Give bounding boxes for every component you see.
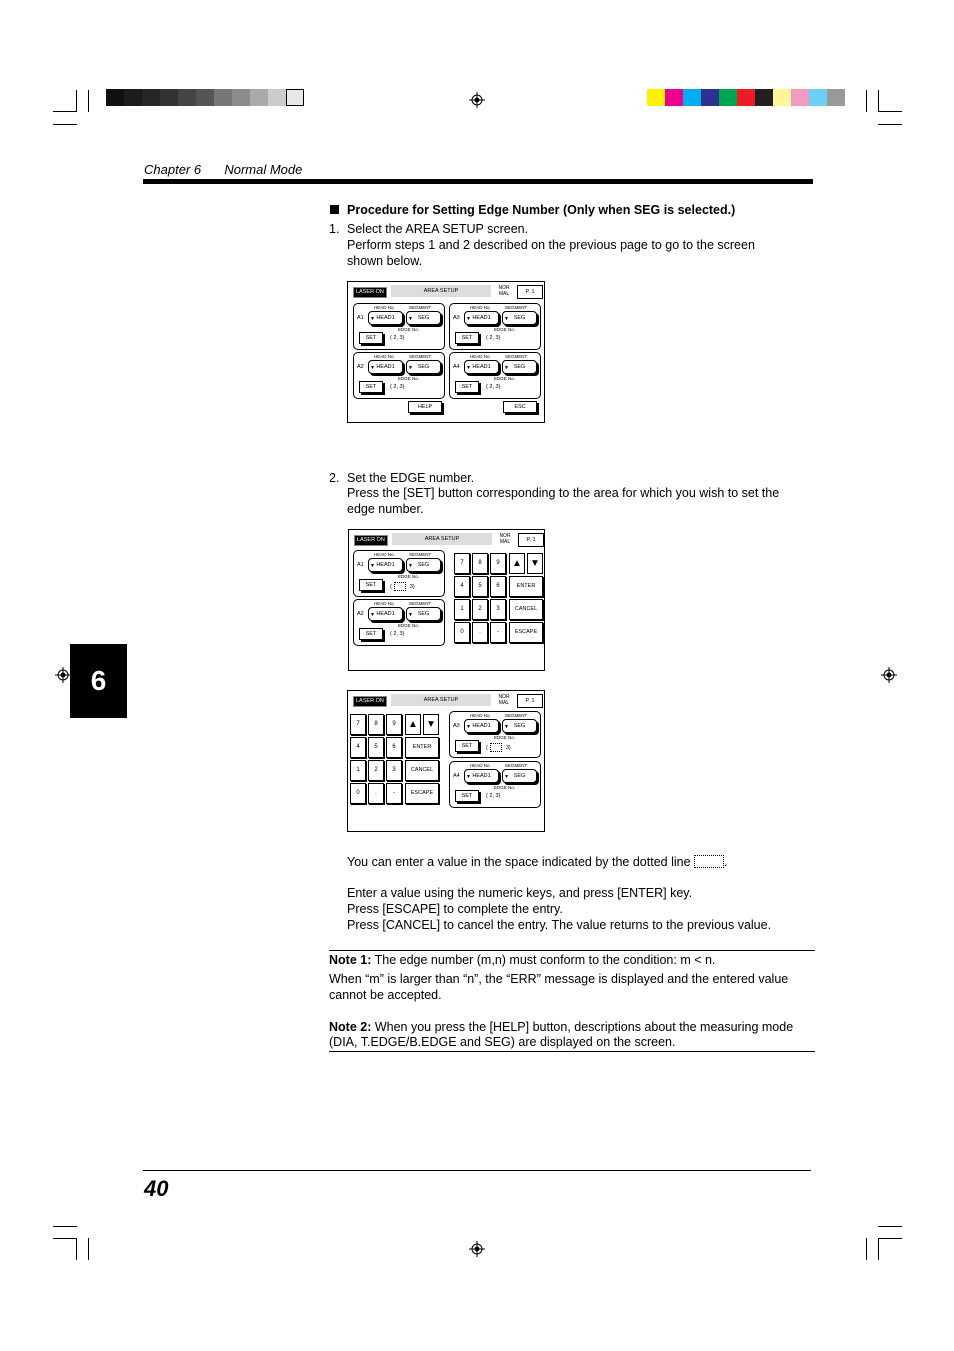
dotted-line-explanation: You can enter a value in the space indicated by the dotted line . [347,855,728,869]
dotted-line-sample [694,855,724,868]
screen-title-bar [352,533,541,546]
instruction-text: Enter a value using the numeric keys, and press [ENTER] key. [347,886,693,900]
edge-dotted-entry[interactable] [394,582,406,591]
arrow-up-button[interactable] [405,714,421,735]
note-2-text: (DIA, T.EDGE/B.EDGE and SEG) are displayed on the screen. [329,1035,676,1049]
color-swatch [773,89,791,106]
triangle-down-icon: ▼ [504,774,509,780]
numeric-key[interactable]: 8 [368,714,384,735]
area-label: A4 [453,773,460,779]
step-text: Press the [SET] button corresponding to the area for which you wish to set the [347,486,780,500]
triangle-down-icon: ▼ [466,724,471,730]
area-label: A2 [357,364,364,370]
set-button[interactable]: SET [455,790,479,802]
registration-mark-icon [881,667,897,683]
note-1-text: cannot be accepted. [329,988,442,1002]
gray-swatch [106,89,124,106]
area-panel [353,550,445,597]
triangle-up-icon: ▲ [512,557,522,569]
segment-select-button[interactable]: SEG ▼ [502,311,537,325]
edge-number-value: ( 2, 3) [486,384,501,390]
set-button[interactable]: SET [455,332,479,344]
numeric-key[interactable]: . [472,622,488,643]
numeric-key[interactable]: 0 [454,622,470,643]
numeric-key[interactable]: 2 [472,599,488,620]
edge-number-value [486,743,511,752]
head-no-label: HEAD No. [374,305,395,310]
mode-indicator: NOR MAL [499,533,511,545]
step-text: Perform steps 1 and 2 described on the previous page to go to the screen [347,238,755,252]
set-button[interactable]: SET [359,628,383,640]
head-select-button[interactable]: HEAD1 ▼ [464,360,499,374]
triangle-down-icon: ▼ [504,365,509,371]
edge-number-value: ( 2, 3) [390,631,405,637]
edge-open: ( [390,583,392,590]
edge-no-label: EDGE No. [398,574,420,579]
gray-swatch [196,89,214,106]
edge-number-value: ( 2, 3) [390,335,405,341]
segment-label: SEGMENT [505,354,528,359]
gray-swatch [124,89,142,106]
color-swatch [809,89,827,106]
head-no-label: HEAD No. [470,354,491,359]
color-swatch [665,89,683,106]
screen-title: AREA SETUP [391,285,491,297]
area-label: A4 [453,364,460,370]
numeric-key[interactable]: 0 [350,783,366,804]
step-text: shown below. [347,254,423,268]
area-label: A3 [453,315,460,321]
head-no-label: HEAD No. [470,713,491,718]
numeric-key[interactable]: 4 [454,576,470,597]
laser-on-indicator: LASER ON [353,287,387,298]
gray-swatch [268,89,286,106]
step-text: Select the AREA SETUP screen. [347,222,529,236]
step-number: 2. [329,471,340,485]
segment-select-button[interactable]: SEG ▼ [406,360,441,374]
screen-title: AREA SETUP [391,694,491,706]
escape-button[interactable]: ESCAPE [509,622,543,643]
chapter-tab: 6 [70,644,127,718]
enter-button[interactable]: ENTER [509,576,543,597]
set-button[interactable]: SET [359,332,383,344]
segment-label: SEGMENT [409,552,432,557]
mode-indicator: NOR MAL [498,285,510,297]
triangle-down-icon: ▼ [370,563,375,569]
escape-button[interactable]: ESCAPE [405,783,439,804]
area-panel [353,303,445,350]
registration-mark-icon [469,1241,485,1257]
edge-no-label: EDGE No. [494,376,516,381]
edge-no-label: EDGE No. [494,735,516,740]
numeric-key[interactable]: 2 [368,760,384,781]
area-label: A2 [357,611,364,617]
edge-number-value: ( 2, 3) [486,793,501,799]
page-indicator: P. 1 [517,694,543,708]
numeric-key[interactable]: 6 [490,576,506,597]
segment-select-button[interactable]: SEG ▼ [406,558,441,572]
note-bottom-rule [329,1051,815,1052]
edge-no-label: EDGE No. [398,327,420,332]
head-select-button[interactable]: HEAD1 ▼ [464,311,499,325]
numeric-key[interactable]: 6 [386,737,402,758]
head-no-label: HEAD No. [470,305,491,310]
set-button[interactable]: SET [455,740,479,752]
area-panel [449,711,541,758]
numeric-key[interactable]: 8 [472,553,488,574]
area-panel [449,761,541,808]
triangle-down-icon: ▼ [466,774,471,780]
note-1: Note 1: The edge number (m,n) must conform to the condition: m < n. [329,953,716,967]
gray-swatch [286,89,304,106]
arrow-down-button[interactable] [527,553,543,574]
edge-open: ( [486,744,488,751]
screen-title: AREA SETUP [392,533,492,545]
color-swatch [827,89,845,106]
step-text: Set the EDGE number. [347,471,475,485]
numeric-key[interactable]: 1 [454,599,470,620]
triangle-down-icon: ▼ [408,365,413,371]
area-label: A3 [453,723,460,729]
edge-number-value: ( 2, 3) [390,384,405,390]
triangle-down-icon: ▼ [370,316,375,322]
segment-select-button[interactable]: SEG ▼ [406,607,441,621]
numeric-key[interactable]: 9 [386,714,402,735]
segment-select-button[interactable]: SEG ▼ [502,769,537,783]
edge-dotted-entry[interactable] [490,743,502,752]
mode-indicator: NOR MAL [498,694,510,706]
arrow-up-button[interactable] [509,553,525,574]
arrow-down-button[interactable] [423,714,439,735]
edge-close: 3) [505,744,511,751]
gray-swatch [250,89,268,106]
triangle-up-icon: ▲ [408,718,418,730]
running-header [144,162,302,177]
color-swatch [683,89,701,106]
set-button[interactable]: SET [359,381,383,393]
numeric-key[interactable]: - [386,783,402,804]
cancel-button[interactable]: CANCEL [405,760,439,781]
esc-button[interactable]: ESC [503,401,537,413]
head-no-label: HEAD No. [374,354,395,359]
triangle-down-icon: ▼ [408,563,413,569]
page-indicator: P. 1 [518,533,544,547]
triangle-down-icon: ▼ [426,718,436,730]
area-setup-screen [347,281,545,423]
header-rule [143,179,813,184]
area-label: A1 [357,315,364,321]
step-text: edge number. [347,502,424,516]
numeric-key[interactable]: 4 [350,737,366,758]
area-panel [353,352,445,399]
head-select-button[interactable]: HEAD1 ▼ [368,311,403,325]
segment-label: SEGMENT [409,354,432,359]
triangle-down-icon: ▼ [370,612,375,618]
color-swatch [737,89,755,106]
numeric-keypad [453,552,543,647]
triangle-down-icon: ▼ [504,316,509,322]
screen-title-bar [351,694,541,707]
edge-no-label: EDGE No. [398,376,420,381]
area-panel [449,303,541,350]
step-number: 1. [329,222,340,236]
registration-mark-icon [55,667,71,683]
edge-no-label: EDGE No. [494,785,516,790]
laser-on-indicator: LASER ON [353,696,387,707]
triangle-down-icon: ▼ [466,365,471,371]
segment-label: SEGMENT [505,305,528,310]
segment-label: SEGMENT [505,763,528,768]
numeric-key[interactable]: - [490,622,506,643]
enter-button[interactable]: ENTER [405,737,439,758]
head-no-label: HEAD No. [374,601,395,606]
area-setup-keypad-screen-right [348,529,545,671]
head-select-button[interactable]: HEAD1 ▼ [368,558,403,572]
head-select-button[interactable]: HEAD1 ▼ [368,360,403,374]
segment-select-button[interactable]: SEG ▼ [502,719,537,733]
instruction-text: Press [ESCAPE] to complete the entry. [347,902,563,916]
numeric-key[interactable]: . [368,783,384,804]
head-select-button[interactable]: HEAD1 ▼ [368,607,403,621]
area-label: A1 [357,562,364,568]
numeric-keypad [349,713,441,808]
segment-label: SEGMENT [409,601,432,606]
instruction-text: Press [CANCEL] to cancel the entry. The value returns to the previous value. [347,918,772,932]
note-top-rule [329,950,815,951]
procedure-title: Procedure for Setting Edge Number (Only when SEG is selected.) [347,203,736,217]
numeric-key[interactable]: 9 [490,553,506,574]
head-no-label: HEAD No. [470,763,491,768]
numeric-key[interactable]: 7 [350,714,366,735]
numeric-key[interactable]: 3 [386,760,402,781]
color-swatch [791,89,809,106]
triangle-down-icon: ▼ [408,612,413,618]
segment-label: SEGMENT [409,305,432,310]
color-swatch [701,89,719,106]
section-label: Normal Mode [224,162,303,177]
edge-no-label: EDGE No. [494,327,516,332]
segment-label: SEGMENT [505,713,528,718]
numeric-key[interactable]: 1 [350,760,366,781]
laser-on-indicator: LASER ON [354,535,388,546]
edge-close: 3) [409,583,415,590]
color-swatch [719,89,737,106]
triangle-down-icon: ▼ [466,316,471,322]
screen-title-bar [351,285,541,298]
triangle-down-icon: ▼ [530,557,540,569]
gray-swatch [214,89,232,106]
numeric-key[interactable]: 3 [490,599,506,620]
segment-select-button[interactable]: SEG ▼ [502,360,537,374]
chapter-label: Chapter 6 [144,162,202,177]
head-select-button[interactable]: HEAD1 ▼ [464,769,499,783]
note-2: Note 2: When you press the [HELP] button, descriptions about the measuring mode [329,1020,794,1034]
color-swatch [647,89,665,106]
color-swatch [755,89,773,106]
triangle-down-icon: ▼ [408,316,413,322]
set-button[interactable]: SET [359,579,383,591]
area-setup-keypad-screen-left [347,690,545,832]
gray-swatch [142,89,160,106]
page-number: 40 [144,1176,169,1201]
registration-mark-icon [469,92,485,108]
footer-rule [143,1170,811,1171]
gray-swatch [178,89,196,106]
edge-number-value [390,582,415,591]
cancel-button[interactable]: CANCEL [509,599,543,620]
page-indicator: P. 1 [517,285,543,299]
numeric-key[interactable]: 5 [472,576,488,597]
gray-swatch [232,89,250,106]
numeric-key[interactable]: 7 [454,553,470,574]
area-panel [353,599,445,646]
bullet-square-icon [330,205,339,214]
head-select-button[interactable]: HEAD1 ▼ [464,719,499,733]
edge-number-value: ( 2, 3) [486,335,501,341]
triangle-down-icon: ▼ [504,724,509,730]
gray-swatch [160,89,178,106]
numeric-key[interactable]: 5 [368,737,384,758]
head-no-label: HEAD No. [374,552,395,557]
area-panel [449,352,541,399]
set-button[interactable]: SET [455,381,479,393]
triangle-down-icon: ▼ [370,365,375,371]
help-button[interactable]: HELP [408,401,442,413]
segment-select-button[interactable]: SEG ▼ [406,311,441,325]
note-1-text: When “m” is larger than “n”, the “ERR” message is displayed and the entered value [329,972,789,986]
edge-no-label: EDGE No. [398,623,420,628]
